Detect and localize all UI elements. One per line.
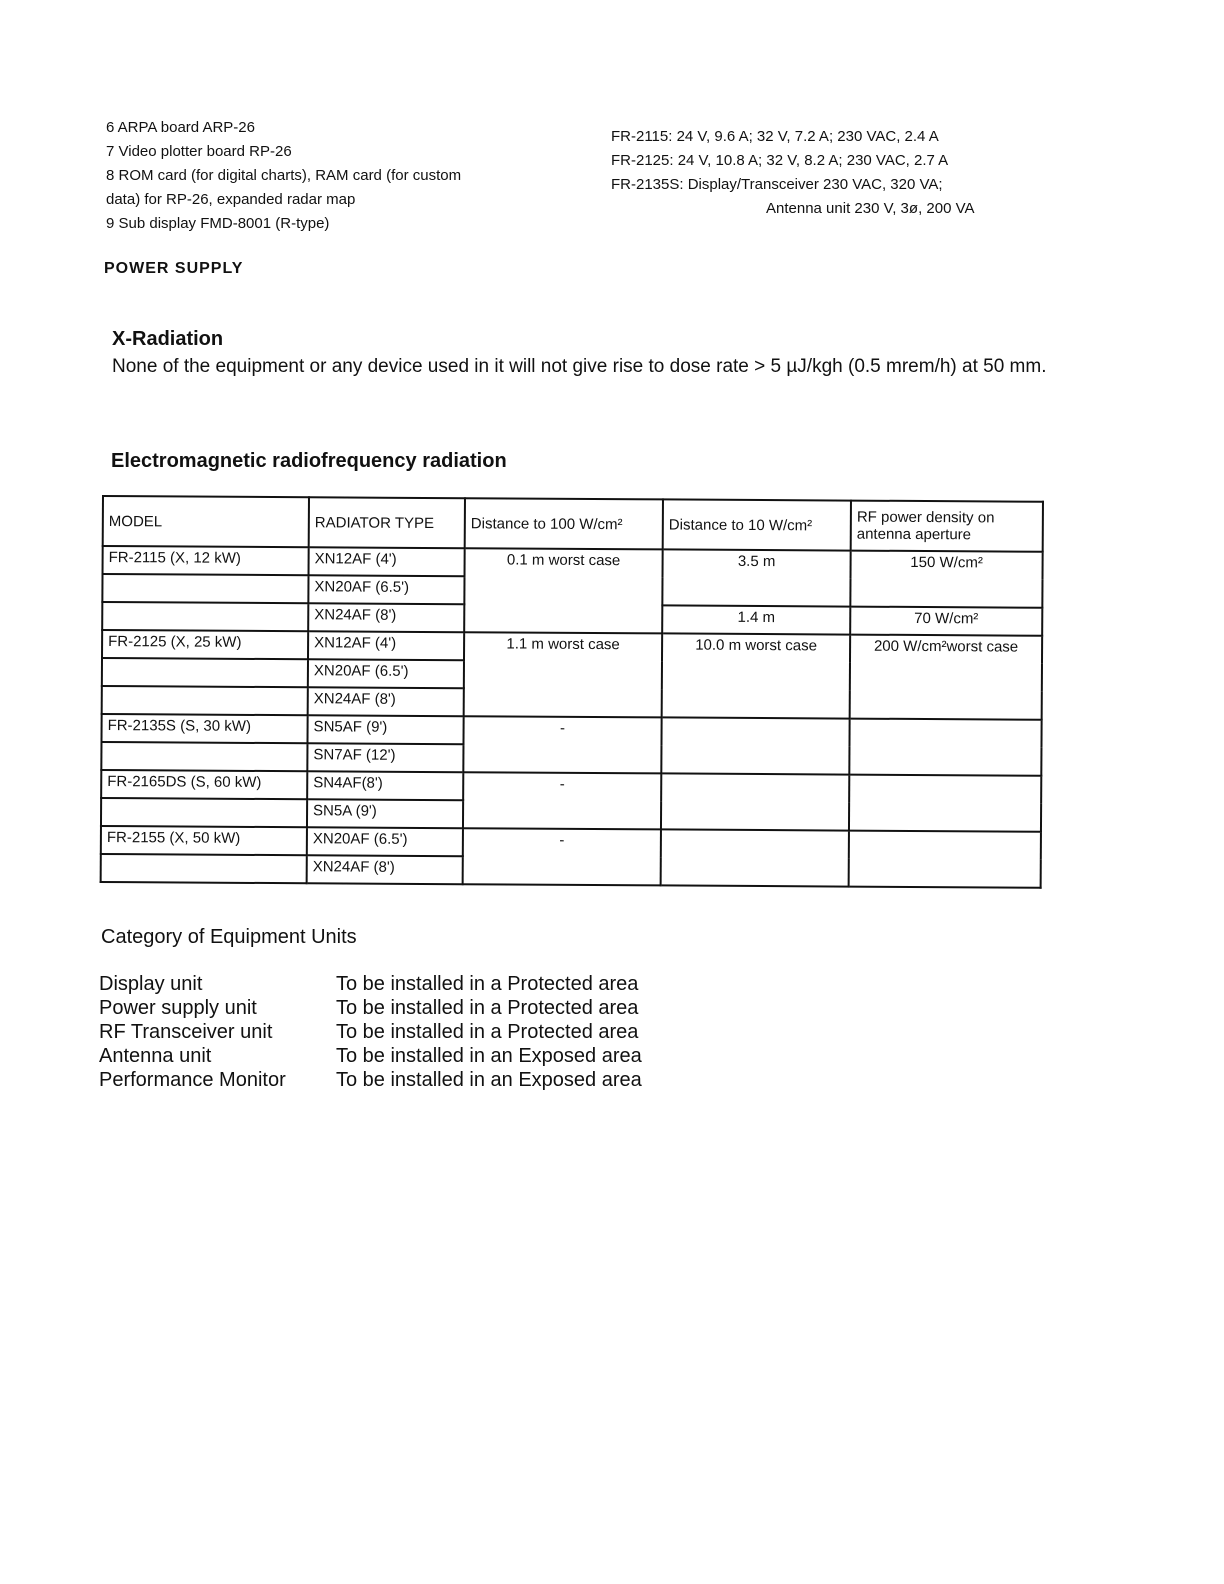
distance-100-cell: - (463, 772, 661, 829)
header-distance-10: Distance to 10 W/cm² (663, 499, 851, 550)
list-item (99, 1044, 642, 1068)
radiator-cell: SN4AF(8') (307, 771, 463, 800)
option-item: 6 ARPA board ARP-26 (106, 119, 255, 136)
distance-10-cell (661, 717, 849, 774)
rf-density-cell: 150 W/cm² (850, 551, 1042, 608)
model-cell: FR-2155 (X, 50 kW) (101, 826, 307, 855)
radiator-cell: SN5AF (9') (307, 715, 463, 744)
radiator-cell: SN7AF (12') (307, 743, 463, 772)
model-cell (102, 686, 308, 715)
power-line: FR-2135S: Display/Transceiver 230 VAC, 320 VA; (611, 176, 943, 193)
unit-requirement: To be installed in a Protected area (336, 973, 639, 995)
unit-name: Display unit (99, 973, 203, 995)
distance-10-cell (661, 829, 849, 886)
header-model: MODEL (103, 496, 309, 547)
distance-10-cell: 10.0 m worst case (662, 633, 851, 718)
power-supply-heading: POWER SUPPLY (104, 260, 244, 277)
power-line: Antenna unit 230 V, 3ø, 200 VA (766, 200, 975, 217)
rf-density-cell (849, 719, 1041, 776)
list-item (99, 996, 642, 1020)
model-cell: FR-2125 (X, 25 kW) (102, 630, 308, 659)
options-list (106, 116, 566, 236)
unit-name: Performance Monitor (99, 1069, 286, 1091)
model-cell (101, 854, 307, 883)
distance-100-cell: 1.1 m worst case (464, 632, 663, 717)
model-cell (101, 742, 307, 771)
model-cell (101, 798, 307, 827)
distance-100-cell: - (463, 828, 661, 885)
unit-requirement: To be installed in a Protected area (336, 997, 639, 1019)
distance-100-cell: 0.1 m worst case (464, 548, 663, 633)
model-cell (102, 658, 308, 687)
option-item: data) for RP-26, expanded radar map (106, 191, 356, 208)
header-rf-density: RF power density on antenna aperture (851, 501, 1043, 552)
x-radiation-title: X-Radiation (112, 328, 224, 350)
category-title: Category of Equipment Units (101, 926, 357, 948)
em-radiation-table (100, 495, 1044, 889)
radiator-cell: XN20AF (6.5') (308, 659, 464, 688)
unit-name: Power supply unit (99, 997, 257, 1019)
header-radiator-type: RADIATOR TYPE (309, 497, 465, 548)
radiator-cell: XN12AF (4') (308, 631, 464, 660)
model-cell: FR-2165DS (S, 60 kW) (101, 770, 307, 799)
distance-10-cell: 1.4 m (662, 605, 850, 634)
radiator-cell: XN24AF (8') (307, 855, 463, 884)
radiator-cell: XN20AF (6.5') (308, 575, 464, 604)
unit-requirement: To be installed in an Exposed area (336, 1069, 642, 1091)
em-radiation-title: Electromagnetic radiofrequency radiation (111, 450, 507, 472)
category-list (99, 972, 642, 1092)
radiator-cell: XN24AF (8') (308, 687, 464, 716)
list-item (99, 1020, 642, 1044)
radiator-cell: XN24AF (8') (308, 603, 464, 632)
rf-density-cell (849, 831, 1041, 888)
radiator-cell: XN12AF (4') (309, 547, 465, 576)
option-item: 8 ROM card (for digital charts), RAM card (for custom (106, 167, 462, 184)
list-item (99, 1068, 642, 1092)
model-cell: FR-2115 (X, 12 kW) (103, 546, 309, 575)
radiator-cell: XN20AF (6.5') (307, 827, 463, 856)
unit-name: RF Transceiver unit (99, 1021, 273, 1043)
x-radiation-text: None of the equipment or any device used in it will not give rise to dose rate > 5 µJ/kgh (0.5 mrem/h) at 50 mm. (112, 356, 1047, 377)
rf-density-cell (849, 775, 1041, 832)
model-cell: FR-2135S (S, 30 kW) (101, 714, 307, 743)
unit-requirement: To be installed in an Exposed area (336, 1045, 642, 1067)
model-cell (102, 574, 308, 603)
rf-density-cell: 70 W/cm² (850, 607, 1042, 636)
rf-density-cell: 200 W/cm²worst case (850, 635, 1043, 720)
list-item (99, 972, 642, 996)
option-item: 9 Sub display FMD-8001 (R-type) (106, 215, 330, 232)
distance-100-cell: - (463, 716, 661, 773)
power-supply-specs (611, 125, 1091, 221)
model-cell (102, 602, 308, 631)
power-line: FR-2125: 24 V, 10.8 A; 32 V, 8.2 A; 230 VAC, 2.7 A (611, 152, 949, 169)
unit-name: Antenna unit (99, 1045, 212, 1067)
table-header-row (103, 496, 1043, 552)
power-line: FR-2115: 24 V, 9.6 A; 32 V, 7.2 A; 230 VAC, 2.4 A (611, 128, 939, 145)
unit-requirement: To be installed in a Protected area (336, 1021, 639, 1043)
option-item: 7 Video plotter board RP-26 (106, 143, 292, 160)
radiator-cell: SN5A (9') (307, 799, 463, 828)
header-distance-100: Distance to 100 W/cm² (465, 498, 663, 549)
distance-10-cell (661, 773, 849, 830)
distance-10-cell: 3.5 m (662, 549, 850, 606)
